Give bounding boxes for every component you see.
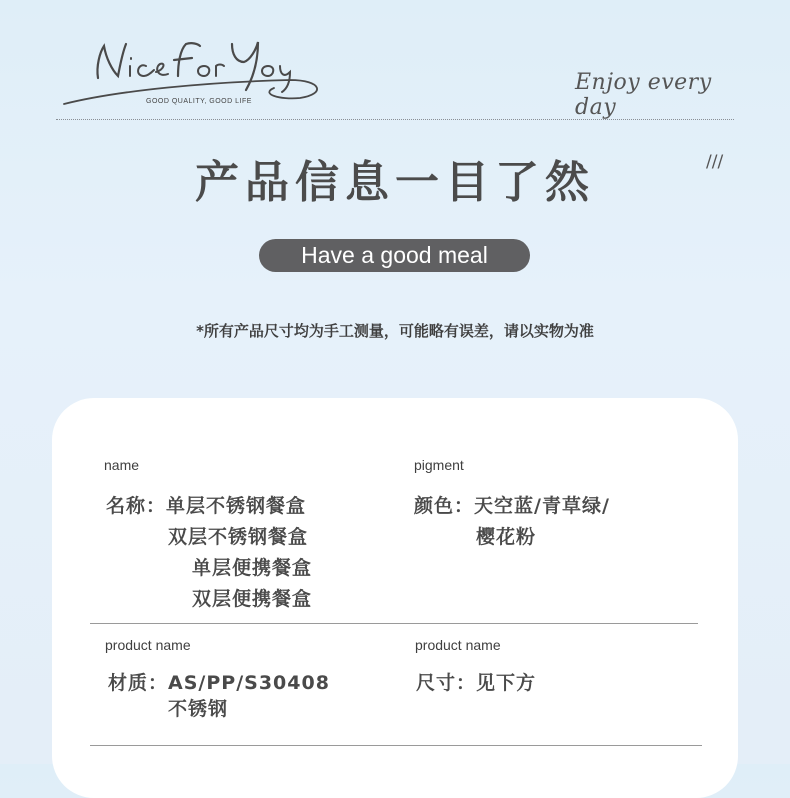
name-prefix: 名称： (106, 495, 167, 517)
pigment-prefix: 颜色： (414, 495, 475, 517)
name-line-2: 双层不锈钢餐盒 (168, 526, 309, 548)
pigment-label: pigment (414, 457, 464, 473)
name-label: name (104, 457, 140, 473)
material-value (108, 670, 330, 722)
bottom-divider (90, 745, 702, 746)
pigment-line-1: 天空蓝/青草绿/ (474, 495, 610, 517)
brand-slogan (575, 70, 745, 120)
name-line-3: 单层便携餐盒 (192, 557, 313, 579)
header-divider (56, 119, 734, 120)
subtitle-pill: Have a good meal (259, 239, 530, 272)
material-line-2: 不锈钢 (168, 698, 229, 720)
size-value (416, 670, 536, 696)
decor-slashes: /// (706, 152, 724, 172)
measurement-notice: *所有产品尺寸均为手工测量，可能略有误差，请以实物为准 (196, 322, 594, 340)
name-value (106, 491, 312, 615)
size-line-1: 见下方 (476, 672, 537, 694)
brand-tagline: GOOD QUALITY, GOOD LIFE (146, 98, 252, 105)
name-line-1: 单层不锈钢餐盒 (166, 495, 307, 517)
brand-logo (60, 30, 330, 115)
page-title: 产品信息一目了然 (195, 157, 595, 208)
name-line-4: 双层便携餐盒 (192, 588, 313, 610)
material-prefix: 材质： (108, 672, 169, 694)
material-label: product name (105, 637, 191, 653)
size-prefix: 尺寸： (416, 672, 477, 694)
pigment-value (414, 491, 610, 553)
row-divider (90, 623, 698, 624)
brand-slogan-text: Enjoy every day (575, 70, 712, 120)
pigment-line-2: 樱花粉 (476, 526, 537, 548)
size-label: product name (415, 637, 501, 653)
info-card (52, 398, 738, 798)
material-line-1: AS/PP/S30408 (168, 672, 330, 694)
